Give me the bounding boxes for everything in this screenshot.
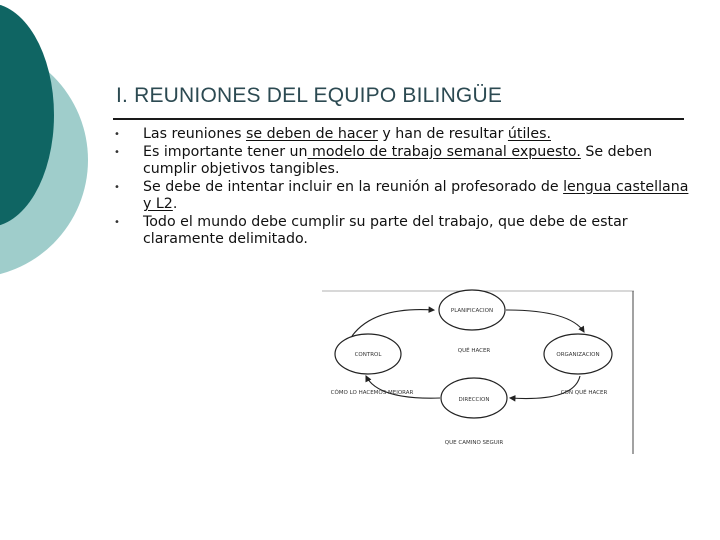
bullet-item-1: • Las reuniones se deben de hacer y han de resultar útiles.	[114, 126, 551, 142]
label-center: QUÉ HACER	[457, 348, 491, 354]
bullet-marker: •	[114, 146, 120, 158]
slide-title: I. REUNIONES DEL EQUIPO BILINGÜE	[116, 84, 503, 107]
bullet-item-2: • Es importante tener un modelo de trabajo semanal expuesto. Se deben cumplir objetivos tangibles.	[114, 143, 653, 177]
bullet-marker: •	[114, 216, 120, 228]
label-organizacion-below: CON QUÉ HACER	[560, 390, 608, 396]
bullet-marker: •	[114, 129, 120, 140]
bullet-item-3: • Se debe de intentar incluir en la reunión al profesorado de lengua castellana y L2.	[114, 178, 689, 212]
node-label-control: CONTROL	[354, 352, 382, 358]
management-cycle-diagram	[322, 288, 636, 454]
title-divider	[113, 118, 684, 120]
decorative-shape	[0, 0, 90, 300]
bullet-marker: •	[114, 181, 120, 193]
label-control-below: CÓMO LO HACEMOS MEJORAR	[330, 390, 414, 396]
node-label-planificacion: PLANIFICACION	[450, 308, 494, 314]
node-label-organizacion: ORGANIZACION	[556, 352, 600, 358]
arrow-planificacion-to-organizacion	[506, 310, 584, 332]
label-direccion-below: QUE CAMINO SEGUIR	[444, 440, 504, 446]
bullet-item-4: • Todo el mundo debe cumplir su parte del trabajo, que debe de estar claramente delimitado.	[114, 213, 628, 247]
arrow-control-to-planificacion	[352, 310, 434, 336]
bullet-list	[114, 126, 694, 249]
node-label-direccion: DIRECCION	[458, 397, 490, 403]
